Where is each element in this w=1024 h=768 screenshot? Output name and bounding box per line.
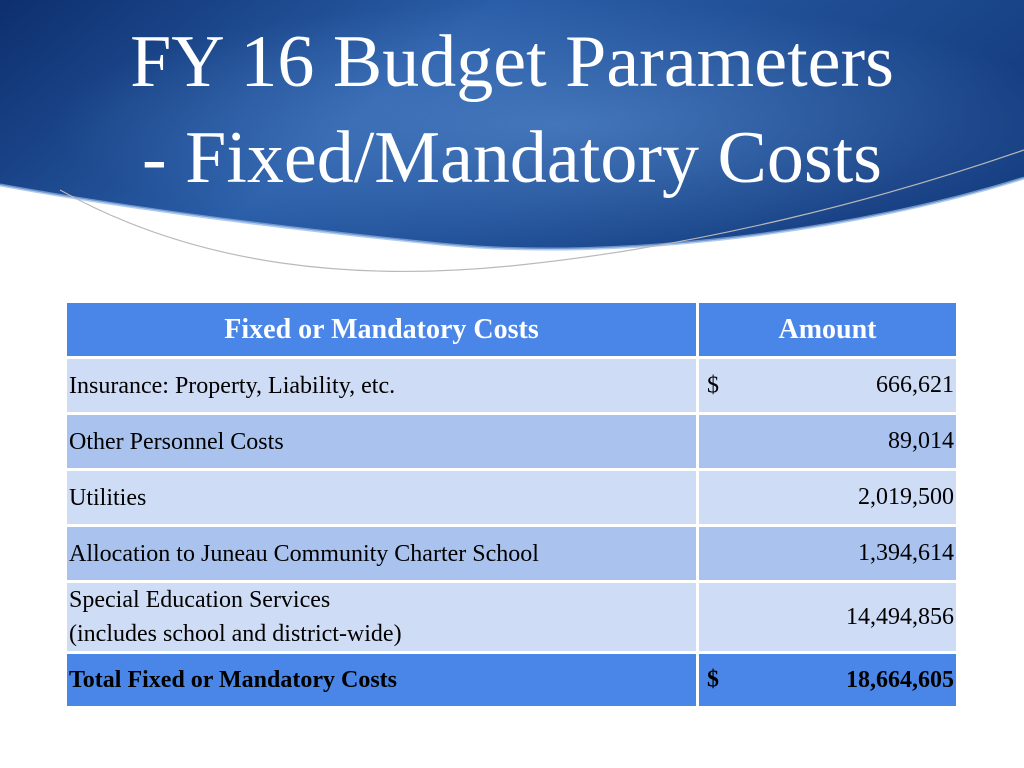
slide-title-line-1: FY 16 Budget Parameters	[130, 21, 894, 103]
row-amount-cell	[698, 582, 958, 653]
slide-title	[0, 14, 1024, 206]
total-row	[66, 653, 958, 708]
row-amount-cell	[698, 358, 958, 414]
row-label-line-1: Special Education Services	[69, 587, 331, 613]
table-row	[66, 582, 958, 653]
table-row	[66, 414, 958, 470]
column-header-amount: Amount	[698, 302, 958, 358]
total-amount-cell	[698, 653, 958, 708]
table-row	[66, 358, 958, 414]
total-amount: 18,664,605	[846, 666, 954, 693]
fixed-costs-table	[64, 300, 959, 709]
row-amount: 89,014	[888, 428, 954, 454]
table-row	[66, 470, 958, 526]
row-label-line-2: (includes school and district-wide)	[69, 621, 402, 647]
column-header-costs: Fixed or Mandatory Costs	[66, 302, 698, 358]
table-row	[66, 526, 958, 582]
row-label	[66, 582, 698, 653]
row-amount-cell	[698, 526, 958, 582]
row-amount: 14,494,856	[846, 603, 954, 630]
row-label: Other Personnel Costs	[66, 414, 698, 470]
row-amount: 2,019,500	[858, 484, 954, 510]
fixed-costs-table-container	[64, 300, 956, 709]
row-amount-cell	[698, 470, 958, 526]
row-amount: 1,394,614	[858, 540, 954, 566]
slide-title-line-2: - Fixed/Mandatory Costs	[142, 117, 882, 199]
table-header-row	[66, 302, 958, 358]
currency-symbol: $	[707, 372, 719, 398]
row-label: Utilities	[66, 470, 698, 526]
currency-symbol: $	[707, 666, 719, 693]
row-label: Allocation to Juneau Community Charter School	[66, 526, 698, 582]
total-label: Total Fixed or Mandatory Costs	[66, 653, 698, 708]
row-amount: 666,621	[876, 372, 954, 398]
row-amount-cell	[698, 414, 958, 470]
row-label: Insurance: Property, Liability, etc.	[66, 358, 698, 414]
